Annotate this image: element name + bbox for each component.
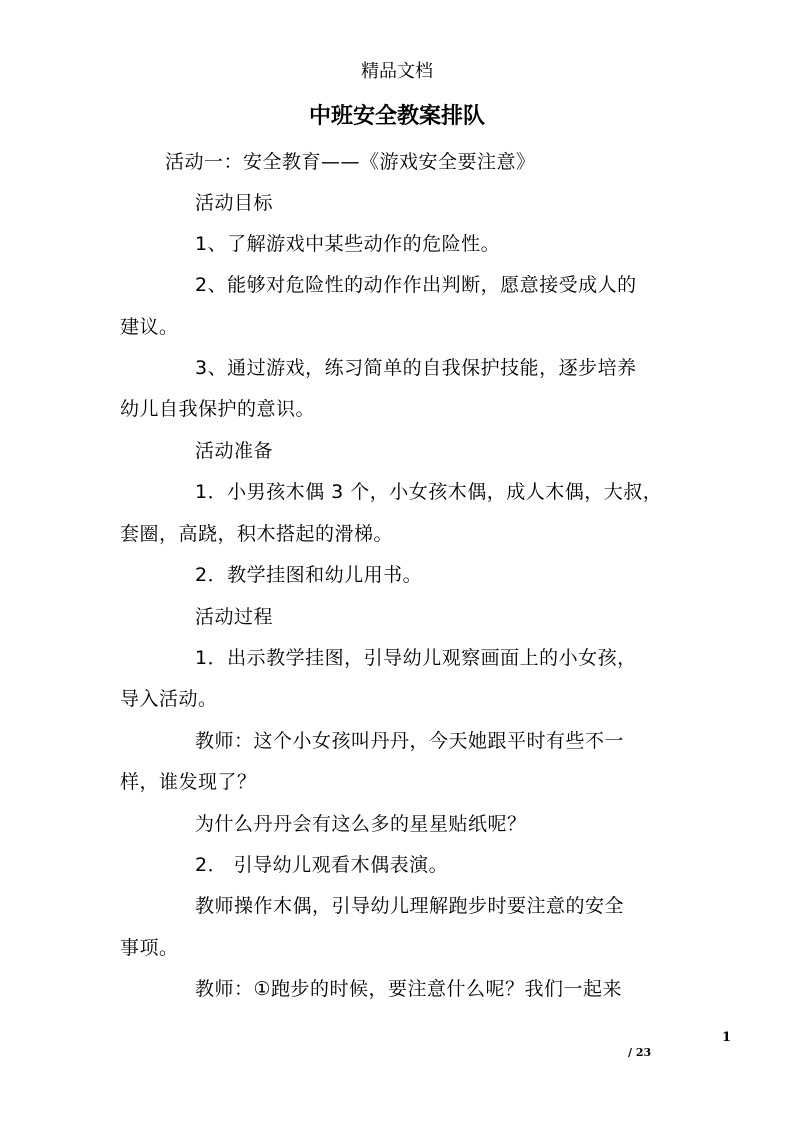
text-line: 2． 引导幼儿观看木偶表演。: [195, 854, 449, 876]
text-line: 教师：这个小女孩叫丹丹，今天她跟平时有些不一: [195, 730, 625, 752]
text-line: 活动准备: [195, 440, 274, 462]
text-line: 教师：①跑步的时候，要注意什么呢？我们一起来: [195, 978, 623, 1000]
text-line: 1、了解游戏中某些动作的危险性。: [195, 233, 501, 255]
text-line: 活动过程: [195, 606, 274, 628]
document-title: 中班安全教案排队: [308, 103, 485, 129]
text-line: 2．教学挂图和幼儿用书。: [195, 564, 423, 586]
text-line: 活动一：安全教育——《游戏安全要注意》: [165, 151, 536, 173]
text-line: 导入活动。: [120, 688, 218, 710]
header-label: 精品文档: [361, 61, 433, 82]
text-line: 套圈，高跷，积木搭起的滑梯。: [120, 523, 394, 545]
text-line: 建议。: [120, 316, 179, 338]
text-line: 样，谁发现了？: [120, 771, 257, 793]
text-line: 1．出示教学挂图，引导幼儿观察画面上的小女孩，: [195, 647, 637, 669]
text-line: 2、能够对危险性的动作作出判断，愿意接受成人的: [195, 274, 637, 296]
text-line: 活动目标: [195, 192, 274, 214]
page-number: 1: [722, 1030, 732, 1045]
text-line: 事项。: [120, 937, 179, 959]
page-total: / 23: [628, 1046, 652, 1059]
text-line: 幼儿自我保护的意识。: [120, 398, 316, 420]
text-line: 教师操作木偶，引导幼儿理解跑步时要注意的安全: [195, 895, 625, 917]
text-line: 3、通过游戏，练习简单的自我保护技能，逐步培养: [195, 357, 637, 379]
text-line: 为什么丹丹会有这么多的星星贴纸呢？: [195, 813, 527, 835]
text-line: 1．小男孩木偶 3 个，小女孩木偶，成人木偶，大叔，: [195, 481, 663, 503]
